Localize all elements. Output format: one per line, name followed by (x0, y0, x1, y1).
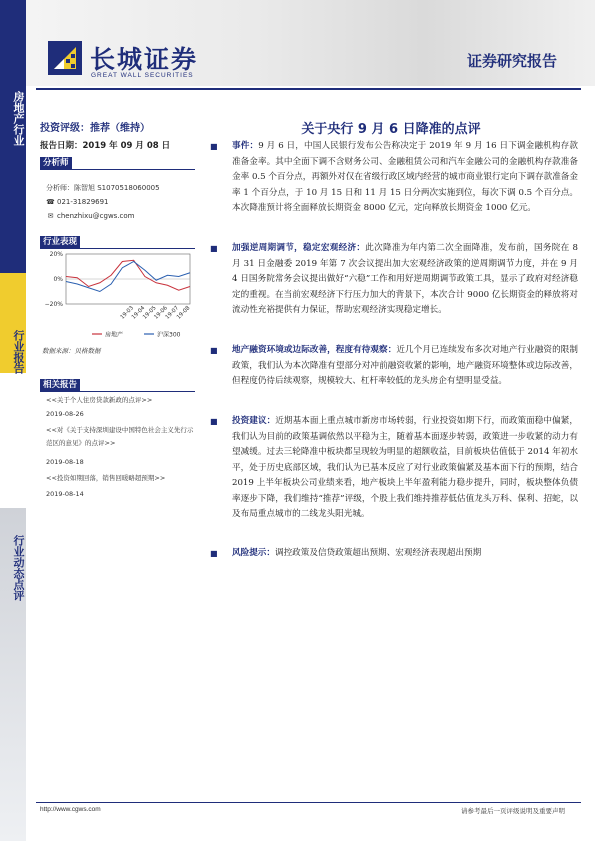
side-band (0, 0, 26, 841)
footer-website[interactable]: http://www.cgws.com (40, 806, 101, 813)
bullet-icon: ■ (210, 346, 218, 355)
analyst-heading (40, 157, 195, 170)
paragraph-financing (212, 343, 578, 390)
chart-x-tick-label: 19-04 (130, 305, 147, 321)
analyst-name: 分析师：陈智旭 S1070518060005 (46, 184, 160, 192)
chart-y-tick-label: 0% (53, 276, 63, 283)
paragraph-text: 近几个月已连续发布多次对地产行业融资的限制政策，我们认为本次降准有望部分对冲前融资收紧的影响，地产融资环境整体或边际改善，但程度仍待后续观察，规模较大、杠杆率较低的龙头房企有望明显受益。 (232, 345, 578, 386)
side-label-report: 行业报告 (12, 330, 25, 374)
analyst-email (46, 212, 135, 220)
bullet-icon: ■ (210, 549, 218, 558)
paragraph-event (212, 139, 578, 217)
paragraph-key: 地产融资环境或边际改善，程度有待观察： (232, 345, 397, 355)
chart-x-tick-label: 19-07 (164, 305, 181, 321)
paragraph-investment-advice (212, 414, 578, 523)
chart-legend-label: 沪深300 (157, 331, 181, 339)
related-heading-label: 相关报告 (40, 379, 80, 391)
chart-x-tick-label: 19-03 (119, 305, 136, 321)
paragraph-key: 风险提示： (232, 548, 275, 558)
paragraph-policy (212, 241, 578, 319)
bullet-icon: ■ (210, 142, 218, 151)
page-header (26, 0, 595, 86)
chart-y-tick-label: 20% (49, 251, 63, 258)
report-title: 关于央行 9 月 6 日降准的点评 (301, 122, 481, 137)
performance-chart (40, 248, 200, 343)
related-report-date: 2019-08-14 (46, 490, 84, 498)
side-label-comment: 行业动态点评 (12, 535, 25, 601)
chart-x-tick-label: 19-06 (153, 305, 169, 321)
analyst-phone-text: 021-31829691 (57, 198, 109, 206)
related-report-date: 2019-08-18 (46, 458, 84, 466)
related-report-date: 2019-08-26 (46, 410, 84, 418)
company-name-en: GREAT WALL SECURITIES (91, 72, 194, 79)
analyst-heading-label: 分析师 (40, 157, 72, 169)
paragraph-key: 投资建议： (232, 416, 276, 426)
chart-x-tick-label: 19-08 (175, 305, 192, 321)
investment-rating: 投资评级：推荐（维持） (40, 123, 150, 134)
paragraph-text: 近期基本面上重点城市新房市场转弱，行业投资如期下行，而政策面稳中偏紧，我们认为目前的政策基调依然以平稳为主，随着基本面逐步转弱，政策进一步收紧的动力有望减缓。过去三轮降准中板块都呈现较为明显的超额收益，目前板块估值低于 2014 年初水平，处于历史底部区域，我们认为已基本反应了对行业政策偏紧及基本面下行的预期，结合 2019 上半年板块公司业绩来看，地产板块上半年盈利能力稳步提升，同时，板块整体负债率逐步下降，我们维持“推荐”评级，个股上我们维持推荐低估值龙头万科、保利、招蛇，以及布局重点城市的二线龙头阳光城。 (232, 416, 578, 519)
paragraph-text: 调控政策及信贷政策超出预期、宏观经济表现超出预期 (274, 548, 482, 558)
related-report-title[interactable]: <<对《关于支持深圳建设中国特色社会主义先行示范区的意见》的点评>> (46, 426, 194, 447)
company-name-cn: 长城证券 (90, 45, 199, 74)
paragraph-key: 加强逆周期调节，稳定宏观经济： (232, 243, 366, 253)
related-heading (40, 379, 195, 392)
performance-heading-label: 行业表现 (40, 236, 80, 248)
paragraph-risk (212, 546, 578, 562)
phone-icon: ☎ (46, 198, 55, 206)
paragraph-text: 此次降准为年内第二次全面降准，发布前，国务院在 8 月 31 日金融委 2019 年第 7 次会议提出加大宏观经济政策的逆周期调节力度，并在 9 月 4 日国务院常务会议提出做好“六稳”工作和用好逆周期调节政策工具，显示了政府对经济稳定的重视。在当前宏观经济下行压力加大的背景下，本次合计 9000 亿长期资金的释放将对流动性充裕提供有力保证，帮助宏观经济实现稳定增长。 (232, 243, 578, 315)
report-type: 证券研究报告 (466, 52, 557, 70)
header-divider (36, 88, 581, 90)
chart-y-tick-label: −20% (44, 301, 63, 308)
related-report-title[interactable]: <<关于个人住房贷款新政的点评>> (46, 396, 153, 404)
performance-chart-svg (40, 248, 200, 343)
chart-x-tick-label: 19-05 (142, 305, 158, 321)
side-band-white (0, 373, 26, 508)
email-icon: ✉ (47, 212, 54, 220)
report-date: 报告日期：2019 年 09 月 08 日 (40, 141, 171, 151)
paragraph-key: 事件： (232, 141, 259, 151)
analyst-email-text[interactable]: chenzhixu@cgws.com (57, 212, 135, 220)
bullet-icon: ■ (210, 244, 218, 253)
related-report-title[interactable]: <<投资如期回落，销售回暖略超预期>> (46, 474, 166, 482)
logo-icon (52, 45, 78, 71)
side-label-industry: 房地产行业 (12, 90, 25, 146)
chart-legend-label: 房地产 (105, 331, 124, 339)
analyst-phone (46, 198, 109, 206)
data-source: 数据来源：贝格数据 (42, 347, 101, 355)
paragraph-text: 9 月 6 日，中国人民银行发布公告称决定于 2019 年 9 月 16 日下调金融机构存款准备金率。其中全面下调不含财务公司、金融租赁公司和汽车金融公司的金融机构存款准备金率 0.5 个百分点，再额外对仅在省级行政区域内经营的城市商业银行定向下调存款准备金率 1 个百分点，于 10 月 15 日和 11 月 15 日分两次实施到位，每次下调 0.5 个百分点。本次降准预计将全面释放长期资金 8000 亿元，定向释放长期资金 1000 亿元。 (232, 141, 578, 213)
footer-disclaimer: 请参考最后一页评级说明及重要声明 (461, 807, 565, 815)
company-logo-mark (48, 41, 82, 75)
footer-divider (36, 802, 581, 803)
bullet-icon: ■ (210, 417, 218, 426)
